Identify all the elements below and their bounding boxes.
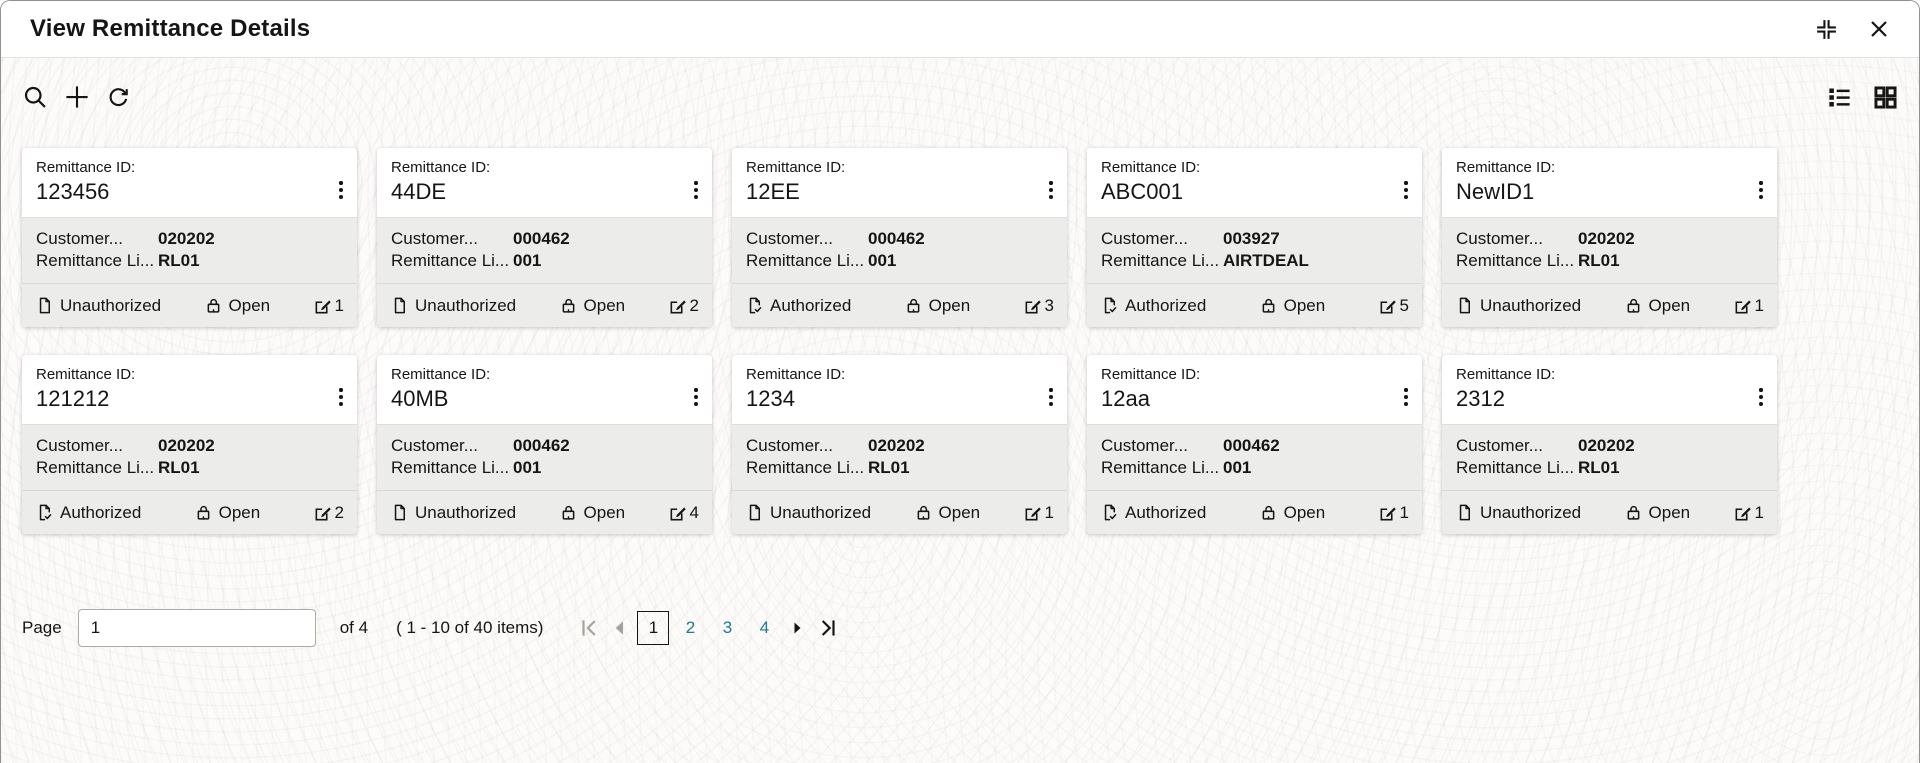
remittance-id-label: Remittance ID:: [36, 159, 136, 176]
card-header: [377, 148, 712, 218]
unlock-icon: [559, 503, 578, 522]
page-number-4[interactable]: 4: [748, 611, 780, 645]
record-status-text: Open: [938, 502, 981, 522]
customer-label: Customer...: [391, 229, 478, 248]
customer-label: Customer...: [1101, 436, 1188, 455]
modification-count: [1733, 503, 1764, 523]
record-status: [914, 503, 981, 523]
edit-icon: [1023, 296, 1043, 316]
remittance-id-value: 44DE: [391, 179, 447, 204]
record-status: [559, 503, 626, 523]
remittance-card: [1442, 355, 1777, 534]
customer-value: 020202: [1578, 436, 1635, 455]
remittance-line-value: 001: [513, 251, 542, 270]
customer-value: 000462: [868, 229, 925, 248]
customer-label: Customer...: [746, 436, 833, 455]
card-actions-menu-button[interactable]: [688, 379, 704, 401]
authorization-status-text: Unauthorized: [415, 295, 517, 315]
record-status-text: Open: [1648, 502, 1691, 522]
unlock-icon: [914, 503, 933, 522]
remittance-card: [377, 355, 712, 534]
remittance-card: [1442, 148, 1777, 327]
card-header: [377, 355, 712, 425]
toolbar-left: [19, 80, 134, 114]
remittance-line-label: Remittance Li...: [1101, 251, 1220, 270]
customer-label: Customer...: [36, 229, 123, 248]
kebab-menu-icon: [694, 388, 698, 392]
page-total-label: of 4: [339, 618, 369, 637]
authorization-status: [745, 503, 871, 523]
document-icon: [390, 296, 409, 315]
card-actions-menu-button[interactable]: [688, 172, 704, 194]
modification-count: [1023, 296, 1054, 316]
card-footer: [1087, 491, 1422, 534]
modification-count-value: 2: [689, 295, 699, 315]
customer-value: 000462: [513, 436, 570, 455]
remittance-id-value: ABC001: [1101, 179, 1183, 204]
card-header: [22, 148, 357, 218]
search-icon: [21, 83, 49, 111]
next-page-icon: [785, 616, 809, 640]
modification-count: [1378, 503, 1409, 523]
remittance-id-label: Remittance ID:: [1101, 366, 1201, 383]
authorization-status-text: Unauthorized: [415, 502, 517, 522]
authorization-status: [390, 503, 516, 523]
remittance-card: [22, 148, 357, 327]
card-actions-menu-button[interactable]: [333, 172, 349, 194]
remittance-id-value: 40MB: [391, 386, 449, 411]
modification-count-value: 1: [1754, 295, 1764, 315]
authorization-status-text: Unauthorized: [1480, 502, 1582, 522]
record-status: [194, 503, 261, 523]
customer-label: Customer...: [1456, 436, 1543, 455]
collapse-icon: [1814, 17, 1839, 42]
card-footer: [377, 284, 712, 327]
customer-label: Customer...: [746, 229, 833, 248]
card-details: [22, 425, 357, 491]
remittance-id-label: Remittance ID:: [1101, 159, 1201, 176]
modification-count-value: 5: [1399, 295, 1409, 315]
document-check-icon: [1100, 296, 1119, 315]
remittance-line-label: Remittance Li...: [1456, 458, 1575, 477]
close-button[interactable]: [1865, 15, 1893, 43]
remittance-id-value: 12EE: [746, 179, 800, 204]
authorization-status: [1100, 503, 1206, 523]
card-header: [1442, 355, 1777, 425]
last-page-icon: [814, 615, 840, 641]
page-label: Page: [22, 618, 62, 637]
kebab-menu-icon: [1759, 388, 1763, 392]
card-footer: [22, 491, 357, 534]
document-icon: [1455, 296, 1474, 315]
first-page-icon: [577, 615, 603, 641]
unlock-icon: [204, 296, 223, 315]
document-check-icon: [1100, 503, 1119, 522]
pagination: [22, 609, 1919, 647]
toolbar-right: [1824, 82, 1901, 113]
unlock-icon: [194, 503, 213, 522]
card-actions-menu-button[interactable]: [1753, 379, 1769, 401]
card-details: [377, 425, 712, 491]
card-details: [22, 218, 357, 284]
card-actions-menu-button[interactable]: [1753, 172, 1769, 194]
document-icon: [1455, 503, 1474, 522]
card-details: [1442, 218, 1777, 284]
previous-page-icon: [608, 616, 632, 640]
customer-label: Customer...: [1456, 229, 1543, 248]
edit-icon: [313, 296, 333, 316]
remittance-id-label: Remittance ID:: [36, 366, 136, 383]
last-page-button[interactable]: [814, 615, 840, 641]
record-status: [1624, 296, 1691, 316]
remittance-line-label: Remittance Li...: [1456, 251, 1575, 270]
authorization-status: [390, 296, 516, 316]
page-title: View Remittance Details: [30, 15, 311, 42]
previous-page-button[interactable]: [608, 616, 632, 640]
edit-icon: [1733, 296, 1753, 316]
card-details: [732, 425, 1067, 491]
remittance-id-label: Remittance ID:: [1456, 159, 1556, 176]
refresh-icon: [105, 84, 132, 111]
record-status-text: Open: [1283, 502, 1326, 522]
unlock-icon: [1259, 503, 1278, 522]
modification-count: [1733, 296, 1764, 316]
customer-value: 020202: [158, 436, 215, 455]
page-number-2[interactable]: 2: [674, 611, 706, 645]
modification-count: [668, 296, 699, 316]
window-controls: [1812, 15, 1893, 44]
record-status-text: Open: [1283, 295, 1326, 315]
authorization-status: [35, 503, 141, 523]
content-area: [1, 58, 1919, 763]
remittance-line-label: Remittance Li...: [391, 251, 510, 270]
modification-count-value: 1: [1754, 502, 1764, 522]
edit-icon: [668, 503, 688, 523]
edit-icon: [668, 296, 688, 316]
remittance-id-label: Remittance ID:: [746, 159, 846, 176]
record-status-text: Open: [583, 295, 626, 315]
remittance-id-label: Remittance ID:: [746, 366, 846, 383]
remittance-card: [1087, 355, 1422, 534]
authorization-status: [1455, 296, 1581, 316]
items-summary: ( 1 - 10 of 40 items): [396, 618, 544, 637]
remittance-id-value: 123456: [36, 179, 110, 204]
customer-label: Customer...: [391, 436, 478, 455]
page-number-3[interactable]: 3: [711, 611, 743, 645]
authorization-status-text: Unauthorized: [60, 295, 162, 315]
record-status-text: Open: [583, 502, 626, 522]
pagination-controls: [577, 611, 840, 645]
card-details: [1087, 425, 1422, 491]
remittance-line-label: Remittance Li...: [36, 458, 155, 477]
authorization-status: [745, 296, 851, 316]
remittance-id-label: Remittance ID:: [391, 159, 491, 176]
kebab-menu-icon: [1404, 181, 1408, 185]
card-footer: [732, 491, 1067, 534]
remittance-id-label: Remittance ID:: [1456, 366, 1556, 383]
authorization-status-text: Authorized: [1125, 295, 1207, 315]
card-footer: [1442, 491, 1777, 534]
search-button[interactable]: [19, 81, 51, 113]
remittance-card: [732, 355, 1067, 534]
close-icon: [1867, 17, 1891, 41]
first-page-button[interactable]: [577, 615, 603, 641]
modification-count-value: 1: [1399, 502, 1409, 522]
customer-value: 000462: [513, 229, 570, 248]
card-header: [732, 355, 1067, 425]
list-view-button[interactable]: [1824, 82, 1855, 113]
document-icon: [390, 503, 409, 522]
kebab-menu-icon: [339, 388, 343, 392]
card-details: [1087, 218, 1422, 284]
card-footer: [1442, 284, 1777, 327]
grid-view-icon: [1872, 84, 1899, 111]
record-status: [904, 296, 971, 316]
authorization-status-text: Authorized: [60, 502, 142, 522]
card-footer: [1087, 284, 1422, 327]
modification-count: [1023, 503, 1054, 523]
remittance-line-value: RL01: [158, 458, 200, 477]
modification-count: [313, 503, 344, 523]
page-links: [637, 611, 780, 645]
record-status: [204, 296, 271, 316]
customer-value: 000462: [1223, 436, 1280, 455]
modification-count-value: 1: [1044, 502, 1054, 522]
next-page-button[interactable]: [785, 616, 809, 640]
authorization-status-text: Authorized: [770, 295, 852, 315]
collapse-button[interactable]: [1812, 15, 1841, 44]
card-actions-menu-button[interactable]: [333, 379, 349, 401]
remittance-line-value: RL01: [158, 251, 200, 270]
toolbar: [1, 58, 1919, 128]
card-header: [732, 148, 1067, 218]
record-status-text: Open: [1648, 295, 1691, 315]
card-details: [377, 218, 712, 284]
edit-icon: [1733, 503, 1753, 523]
remittance-line-value: RL01: [868, 458, 910, 477]
card-details: [1442, 425, 1777, 491]
remittance-id-value: 12aa: [1101, 386, 1150, 411]
remittance-id-value: 2312: [1456, 386, 1505, 411]
remittance-line-value: 001: [1223, 458, 1252, 477]
modification-count: [668, 503, 699, 523]
unlock-icon: [1259, 296, 1278, 315]
add-icon: [62, 82, 92, 112]
card-footer: [732, 284, 1067, 327]
page-number-input[interactable]: [78, 609, 316, 647]
kebab-menu-icon: [339, 181, 343, 185]
remittance-line-label: Remittance Li...: [36, 251, 155, 270]
record-status: [1624, 503, 1691, 523]
refresh-button[interactable]: [103, 82, 134, 113]
edit-icon: [1023, 503, 1043, 523]
authorization-status-text: Authorized: [1125, 502, 1207, 522]
add-button[interactable]: [60, 80, 94, 114]
unlock-icon: [1624, 503, 1643, 522]
record-status: [1259, 296, 1326, 316]
grid-view-button[interactable]: [1870, 82, 1901, 113]
modification-count-value: 2: [334, 502, 344, 522]
document-icon: [35, 296, 54, 315]
edit-icon: [1378, 296, 1398, 316]
customer-label: Customer...: [1101, 229, 1188, 248]
unlock-icon: [559, 296, 578, 315]
remittance-line-label: Remittance Li...: [746, 251, 865, 270]
card-header: [1087, 148, 1422, 218]
document-check-icon: [35, 503, 54, 522]
record-status: [559, 296, 626, 316]
document-icon: [745, 503, 764, 522]
document-check-icon: [745, 296, 764, 315]
card-actions-menu-button[interactable]: [1043, 172, 1059, 194]
record-status-text: Open: [928, 295, 971, 315]
list-view-icon: [1826, 84, 1853, 111]
remittance-line-label: Remittance Li...: [1101, 458, 1220, 477]
modification-count: [1378, 296, 1409, 316]
kebab-menu-icon: [1759, 181, 1763, 185]
remittance-id-value: NewID1: [1456, 179, 1535, 204]
card-header: [1442, 148, 1777, 218]
customer-value: 003927: [1223, 229, 1280, 248]
card-grid: [1, 128, 1919, 534]
modification-count-value: 1: [334, 295, 344, 315]
remittance-line-value: AIRTDEAL: [1223, 251, 1309, 270]
authorization-status-text: Unauthorized: [770, 502, 872, 522]
card-actions-menu-button[interactable]: [1043, 379, 1059, 401]
kebab-menu-icon: [1404, 388, 1408, 392]
remittance-line-value: RL01: [1578, 251, 1620, 270]
modification-count: [313, 296, 344, 316]
modification-count-value: 4: [689, 502, 699, 522]
customer-value: 020202: [868, 436, 925, 455]
titlebar: [1, 1, 1919, 58]
kebab-menu-icon: [1049, 181, 1053, 185]
remittance-card: [732, 148, 1067, 327]
card-header: [22, 355, 357, 425]
kebab-menu-icon: [694, 181, 698, 185]
remittance-line-value: 001: [513, 458, 542, 477]
edit-icon: [313, 503, 333, 523]
page-number-1[interactable]: 1: [637, 611, 669, 645]
card-actions-menu-button[interactable]: [1398, 379, 1414, 401]
remittance-id-value: 1234: [746, 386, 795, 411]
remittance-line-label: Remittance Li...: [391, 458, 510, 477]
remittance-line-value: RL01: [1578, 458, 1620, 477]
unlock-icon: [904, 296, 923, 315]
card-footer: [22, 284, 357, 327]
remittance-line-label: Remittance Li...: [746, 458, 865, 477]
unlock-icon: [1624, 296, 1643, 315]
remittance-line-value: 001: [868, 251, 897, 270]
kebab-menu-icon: [1049, 388, 1053, 392]
authorization-status: [1455, 503, 1581, 523]
card-actions-menu-button[interactable]: [1398, 172, 1414, 194]
customer-value: 020202: [1578, 229, 1635, 248]
record-status: [1259, 503, 1326, 523]
authorization-status: [35, 296, 161, 316]
remittance-card: [22, 355, 357, 534]
card-details: [732, 218, 1067, 284]
authorization-status: [1100, 296, 1206, 316]
remittance-id-value: 121212: [36, 386, 110, 411]
customer-label: Customer...: [36, 436, 123, 455]
card-footer: [377, 491, 712, 534]
customer-value: 020202: [158, 229, 215, 248]
authorization-status-text: Unauthorized: [1480, 295, 1582, 315]
remittance-id-label: Remittance ID:: [391, 366, 491, 383]
remittance-card: [377, 148, 712, 327]
record-status-text: Open: [228, 295, 271, 315]
modification-count-value: 3: [1044, 295, 1054, 315]
card-header: [1087, 355, 1422, 425]
edit-icon: [1378, 503, 1398, 523]
remittance-card: [1087, 148, 1422, 327]
record-status-text: Open: [218, 502, 261, 522]
